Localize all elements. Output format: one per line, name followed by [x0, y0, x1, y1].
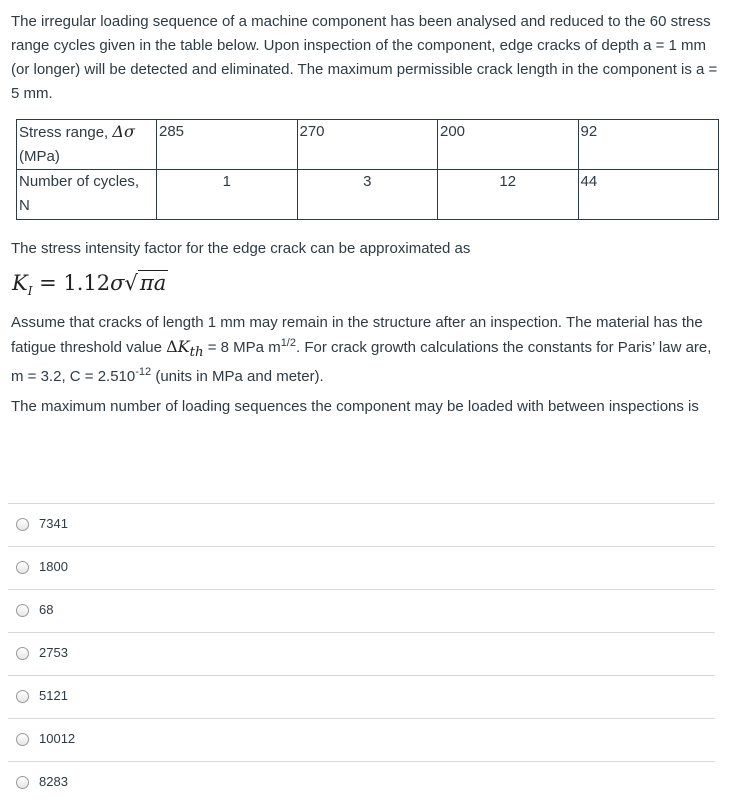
radio-button[interactable] — [16, 561, 29, 574]
radio-button[interactable] — [16, 690, 29, 703]
stress-range-label — [17, 120, 157, 170]
radio-button[interactable] — [16, 518, 29, 531]
radio-button[interactable] — [16, 604, 29, 617]
answer-option[interactable] — [8, 632, 715, 675]
th-sub: th — [189, 345, 204, 361]
delta-sigma-symbol: Δσ — [112, 122, 135, 141]
radio-button[interactable] — [16, 776, 29, 789]
table-cell: 270 — [297, 120, 438, 170]
stress-table — [16, 119, 719, 220]
table-row — [17, 120, 719, 170]
assume-part1: Assume that cracks of length 1 mm may remain in the structure after an inspection. The material has the fatigue threshold value — [11, 314, 703, 356]
table-cell: 44 — [578, 170, 719, 220]
exponent-half: 1/2 — [280, 337, 296, 349]
cycles-text: Number of cycles, — [19, 173, 140, 190]
formula-k: K — [12, 271, 28, 295]
table-cell: 285 — [157, 120, 298, 170]
answer-label[interactable]: 8283 — [39, 774, 68, 789]
answer-label[interactable]: 68 — [39, 602, 54, 617]
assume-part4: (units in MPa and meter). — [151, 368, 324, 386]
answer-option[interactable] — [8, 546, 715, 589]
formula-sigma: σ — [110, 271, 125, 295]
assume-part3: . For crack growth calculations the constants for Paris’ law are, m = 3.2, C = 2.510 — [11, 339, 712, 386]
answer-option[interactable] — [8, 718, 715, 761]
answer-label[interactable]: 1800 — [39, 559, 68, 574]
answer-list — [8, 503, 715, 804]
answer-label[interactable]: 5121 — [39, 688, 68, 703]
answer-label[interactable]: 2753 — [39, 645, 68, 660]
sqrt-symbol: √πa — [124, 271, 167, 295]
table-cell: 12 — [438, 170, 579, 220]
table-cell: 3 — [297, 170, 438, 220]
answer-option[interactable] — [8, 503, 715, 546]
delta-glyph: Δ — [166, 337, 178, 356]
k-glyph: K — [177, 337, 190, 356]
answer-option[interactable] — [8, 675, 715, 718]
question-prompt: The maximum number of loading sequences the component may be loaded with between inspections is — [11, 398, 699, 415]
formula-radicand: πa — [139, 271, 167, 295]
answer-label[interactable]: 7341 — [39, 516, 68, 531]
table-row — [17, 170, 719, 220]
assume-part2: = 8 MPa m — [203, 339, 281, 356]
question-intro: The irregular loading sequence of a machine component has been analysed and reduced to the 60 stress range cycles given in the table below. Upon inspection of the component, edge cracks of depth a = 1 mm (or longer) will be detected and eliminated. The maximum permissible crack length in the component is a = 5 mm. — [11, 13, 718, 102]
exponent-neg12: -12 — [135, 366, 152, 379]
stress-unit-text: (MPa) — [19, 148, 60, 165]
cycles-label — [17, 170, 157, 220]
answer-option[interactable] — [8, 761, 715, 804]
assumption-text — [11, 311, 721, 389]
answer-label[interactable]: 10012 — [39, 731, 76, 746]
radio-button[interactable] — [16, 733, 29, 746]
table-cell: 92 — [578, 120, 719, 170]
formula-eq: = 1.12 — [32, 271, 111, 295]
radio-button[interactable] — [16, 647, 29, 660]
formula-sub: I — [27, 284, 33, 299]
table-cell: 1 — [157, 170, 298, 220]
answer-option[interactable] — [8, 589, 715, 632]
table-cell: 200 — [438, 120, 579, 170]
cycles-symbol-text: N — [19, 197, 30, 214]
delta-k-th-symbol — [166, 337, 204, 361]
sif-formula — [12, 271, 168, 298]
stress-range-text: Stress range, — [19, 124, 113, 141]
sif-text: The stress intensity factor for the edge crack can be approximated as — [11, 240, 471, 257]
